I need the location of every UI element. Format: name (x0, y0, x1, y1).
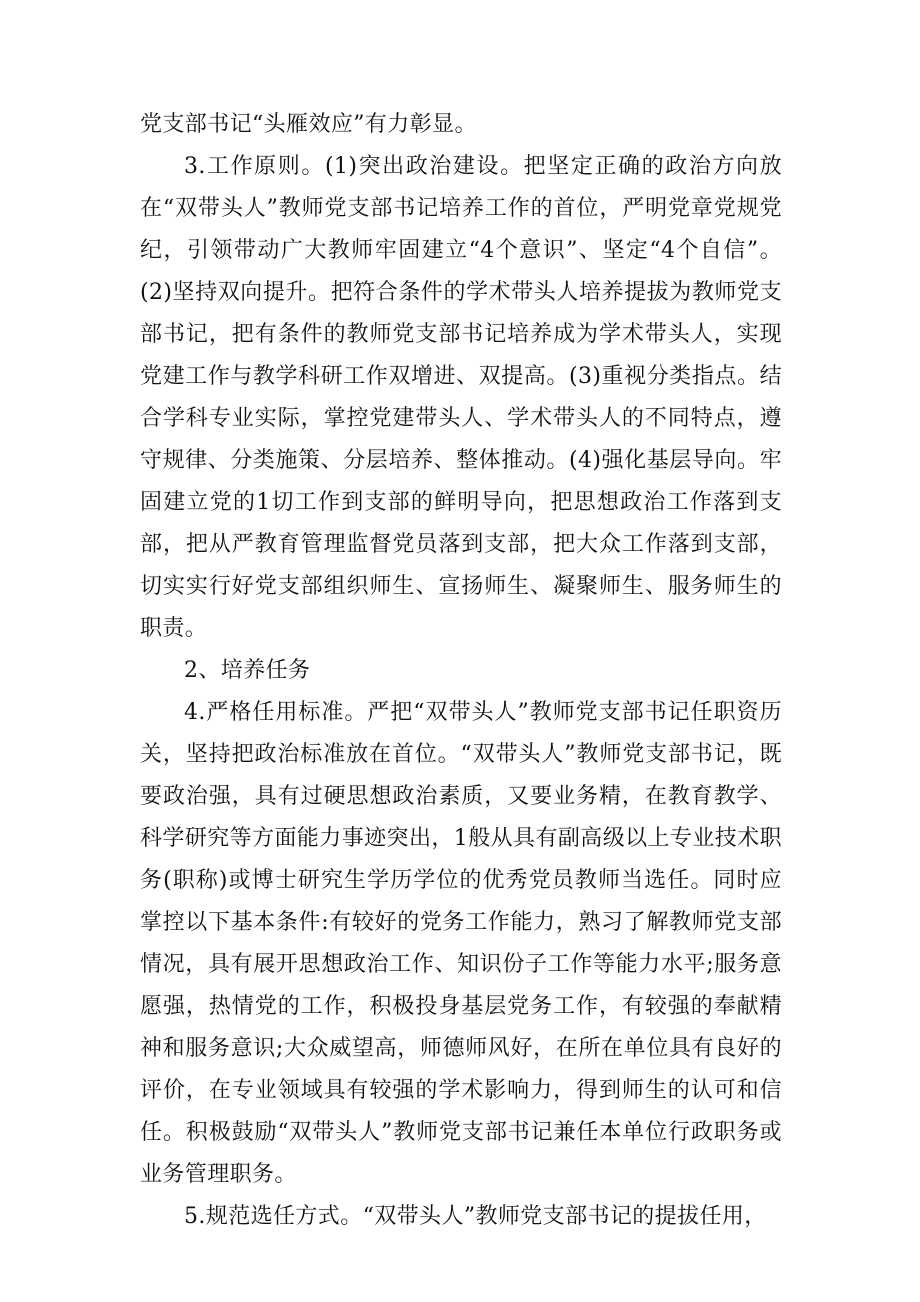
paragraph-continuation: 党支部书记“头雁效应”有力彰显。 (140, 112, 477, 137)
document-body (140, 104, 782, 1238)
section-heading-training-tasks: 2、培养任务 (184, 658, 311, 683)
paragraph-work-principles: 3.工作原则。(1)突出政治建设。把坚定正确的政治方向放在“双带头人”教师党支部书记培养工作的首位，严明党章党规党纪，引领带动广大教师牢固建立“4个意识”、坚定“4个自信”。(2)坚持双向提升。把符合条件的学术带头人培养提拔为教师党支部书记，把有条件的教师党支部书记培养成为学术带头人，实现党建工作与教学科研工作双增进、双提高。(3)重视分类指点。结合学科专业实际，掌控党建带头人、学术带头人的不同特点，遵守规律、分类施策、分层培养、整体推动。(4)强化基层导向。牢固建立党的1切工作到支部的鲜明导向，把思想政治工作落到支部，把从严教育管理监督党员落到支部，把大众工作落到支部，切实实行好党支部组织师生、宣扬师生、凝聚师生、服务师生的职责。 (140, 154, 782, 641)
paragraph-appointment-standards: 4.严格任用标准。严把“双带头人”教师党支部书记任职资历关，坚持把政治标准放在首位。“双带头人”教师党支部书记，既要政治强，具有过硬思想政治素质，又要业务精，在教育教学、科学研究等方面能力事迹突出，1般从具有副高级以上专业技术职务(职称)或博士研究生学历学位的优秀党员教师当选任。同时应掌控以下基本条件:有较好的党务工作能力，熟习了解教师党支部情况，具有展开思想政治工作、知识份子工作等能力水平;服务意愿强，热情党的工作，积极投身基层党务工作，有较强的奉献精神和服务意识;大众威望高，师德师风好，在所在单位具有良好的评价，在专业领域具有较强的学术影响力，得到师生的认可和信任。积极鼓励“双带头人”教师党支部书记兼任本单位行政职务或业务管理职务。 (140, 700, 782, 1187)
paragraph-selection-method: 5.规范选任方式。“双带头人”教师党支部书记的提拔任用， (184, 1204, 767, 1229)
